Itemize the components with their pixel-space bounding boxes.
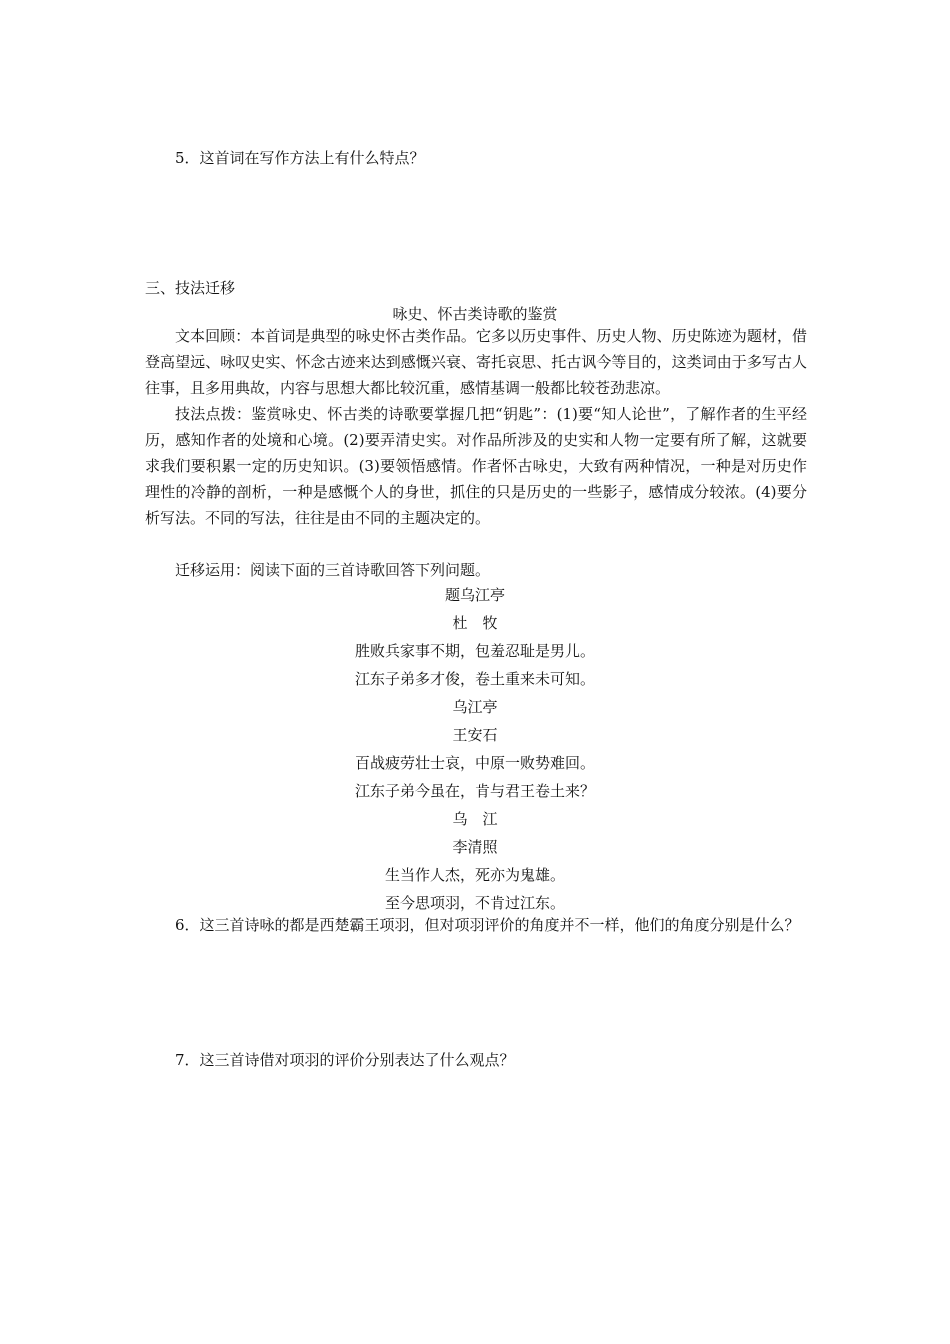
section-subtitle: 咏史、怀古类诗歌的鉴赏 — [392, 305, 558, 323]
poem-line: 江东子弟多才俊，卷土重来未可知。 — [354, 670, 595, 688]
apply-instruction: 迁移运用：阅读下面的三首诗歌回答下列问题。 — [175, 561, 491, 579]
poem-author: 王安石 — [452, 726, 498, 744]
poem-line: 胜败兵家事不期，包羞忍耻是男儿。 — [354, 642, 595, 660]
question-6: 6．这三首诗咏的都是西楚霸王项羽，但对项羽评价的角度并不一样，他们的角度分别是什么？ — [175, 916, 800, 934]
poem-line: 至今思项羽，不肯过江东。 — [384, 894, 565, 912]
poem-author: 李清照 — [452, 838, 498, 856]
technique-tips-paragraph: 技法点拨：鉴赏咏史、怀古类的诗歌要掌握几把“钥匙”：(1)要“知人论世”，了解作者的生平经历，感知作者的处境和心境。(2)要弄清史实。对作品所涉及的史实和人物一定要有所了解，这就要求我们要积累一定的历史知识。(3)要领悟感情。作者怀古咏史，大致有两种情况，一种是对历史作理性的冷静的剖析，一种是感慨个人的身世，抓住的只是历史的一些影子，感情成分较浓。(4)要分析写法。不同的写法，往往是由不同的主题决定的。 — [145, 405, 807, 527]
question-5: 5．这首词在写作方法上有什么特点？ — [175, 149, 425, 167]
question-7: 7．这三首诗借对项羽的评价分别表达了什么观点？ — [175, 1051, 515, 1069]
poem-title: 题乌江亭 — [444, 586, 505, 604]
section-heading: 三、技法迁移 — [145, 279, 236, 297]
poem-line: 江东子弟今虽在，肯与君王卷土来？ — [354, 782, 595, 800]
poem-title: 乌 江 — [452, 810, 498, 828]
poem-line: 生当作人杰，死亦为鬼雄。 — [384, 866, 565, 884]
poem-author: 杜 牧 — [452, 614, 498, 632]
poem-title: 乌江亭 — [452, 698, 498, 716]
poem-line: 百战疲劳壮士哀，中原一败势难回。 — [354, 754, 595, 772]
text-review-paragraph: 文本回顾：本首词是典型的咏史怀古类作品。它多以历史事件、历史人物、历史陈迹为题材，借登高望远、咏叹史实、怀念古迹来达到感慨兴衰、寄托哀思、托古讽今等目的，这类词由于多写古人往事，且多用典故，内容与思想大都比较沉重，感情基调一般都比较苍劲悲凉。 — [145, 327, 807, 397]
